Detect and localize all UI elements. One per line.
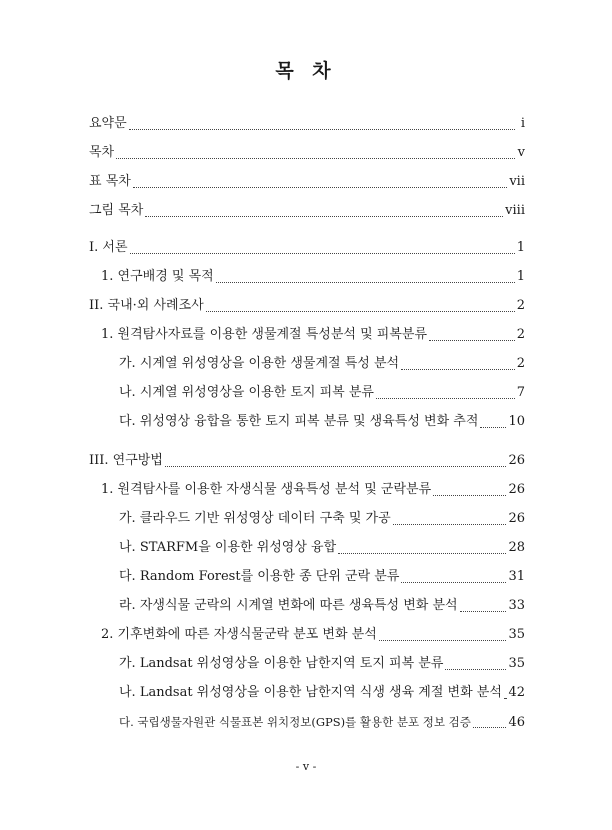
toc-entry-page: 1	[516, 240, 525, 255]
toc-entry-page: 33	[508, 598, 525, 613]
toc-entry-label: 나. Landsat 위성영상을 이용한 남한지역 식생 생육 계절 변화 분석	[119, 685, 502, 700]
leader-dots	[433, 485, 506, 496]
toc-entry-section[interactable]	[89, 327, 525, 343]
toc-entry-label: 1. 원격탐사를 이용한 자생식물 생육특성 분석 및 군락분류	[101, 482, 432, 497]
toc-entry-subsection[interactable]	[89, 656, 525, 672]
toc-front-matter	[89, 116, 525, 219]
toc-entry-label: 나. STARFM을 이용한 위성영상 융합	[119, 540, 337, 555]
toc-entry-label: 가. 시계열 위성영상을 이용한 생물계절 특성 분석	[119, 356, 400, 371]
toc-entry-summary[interactable]	[89, 116, 525, 132]
toc-entry-label: 다. 국립생물자원관 식물표본 위치정보(GPS)를 활용한 분포 정보 검증	[119, 715, 471, 729]
toc-entry-label: 목차	[89, 145, 115, 160]
leader-dots	[145, 206, 503, 217]
toc-entry-page: 31	[508, 569, 525, 584]
toc-entry-section[interactable]	[89, 269, 525, 285]
leader-dots	[393, 514, 507, 525]
leader-dots	[473, 717, 507, 728]
leader-dots	[460, 601, 507, 612]
leader-dots	[165, 456, 507, 467]
toc-entry-page: 26	[508, 511, 525, 526]
toc-entry-page: 35	[508, 656, 525, 671]
toc-entry-page: v	[517, 145, 525, 160]
leader-dots	[429, 330, 515, 341]
toc-entry-page: 2	[516, 356, 525, 371]
toc-entry-subsection[interactable]	[89, 714, 525, 730]
toc-entry-label: 가. Landsat 위성영상을 이용한 남한지역 토지 피복 분류	[119, 656, 444, 671]
toc-entry-subsection[interactable]	[89, 385, 525, 401]
toc-entry-page: 1	[516, 269, 525, 284]
toc-entry-label: 1. 연구배경 및 목적	[101, 269, 214, 284]
toc-section-3	[89, 453, 525, 730]
toc-entry-page: 42	[508, 685, 525, 700]
toc-entry-label: 라. 자생식물 군락의 시계열 변화에 따른 생육특성 변화 분석	[119, 598, 458, 613]
leader-dots	[129, 119, 515, 130]
toc-entry-chapter[interactable]	[89, 298, 525, 314]
toc-entry-contents[interactable]	[89, 145, 525, 161]
toc-entry-label: III. 연구방법	[89, 453, 163, 468]
leader-dots	[504, 688, 507, 699]
leader-dots	[401, 359, 515, 370]
toc-entry-page: 28	[508, 540, 525, 555]
toc-entry-page: 2	[516, 298, 525, 313]
leader-dots	[379, 630, 507, 641]
leader-dots	[116, 148, 515, 159]
toc-entry-label: 가. 클라우드 기반 위성영상 데이터 구축 및 가공	[119, 511, 391, 526]
toc-entry-label: 그림 목차	[89, 203, 144, 218]
toc-entry-page: 26	[508, 453, 525, 468]
leader-dots	[216, 272, 515, 283]
toc-entry-subsection[interactable]	[89, 414, 525, 430]
toc-entry-label: 1. 원격탐사자료를 이용한 생물계절 특성분석 및 피복분류	[101, 327, 428, 342]
toc-entry-page: 35	[508, 627, 525, 642]
toc-entry-page: 10	[508, 414, 525, 429]
toc-entry-page: 7	[516, 385, 525, 400]
leader-dots	[401, 572, 506, 583]
toc-entry-page: 26	[508, 482, 525, 497]
toc-entry-subsection[interactable]	[89, 569, 525, 585]
leader-dots	[376, 388, 515, 399]
toc-entry-label: 나. 시계열 위성영상을 이용한 토지 피복 분류	[119, 385, 374, 400]
toc-entry-page: 46	[508, 715, 525, 730]
leader-dots	[480, 417, 506, 428]
toc-entry-subsection[interactable]	[89, 540, 525, 556]
page-title: 목 차	[275, 60, 337, 82]
toc-entry-page: 2	[516, 327, 525, 342]
toc-entry-subsection[interactable]	[89, 685, 525, 701]
toc-entry-subsection[interactable]	[89, 598, 525, 614]
leader-dots	[133, 177, 508, 188]
toc-entry-label: 요약문	[89, 116, 127, 131]
toc-entry-section[interactable]	[89, 482, 525, 498]
page-number-footer: - v -	[295, 760, 317, 773]
toc-entry-page: i	[520, 116, 525, 131]
toc-entry-chapter[interactable]	[89, 453, 525, 469]
leader-dots	[206, 301, 515, 312]
toc-entry-section[interactable]	[89, 627, 525, 643]
toc-entry-label: II. 국내·외 사례조사	[89, 298, 204, 313]
toc-entry-table-list[interactable]	[89, 174, 525, 190]
toc-entry-label: I. 서론	[89, 240, 128, 255]
toc-section-1-2	[89, 240, 525, 430]
toc-entry-page: viii	[505, 203, 525, 218]
toc-entry-subsection[interactable]	[89, 356, 525, 372]
toc-entry-chapter[interactable]	[89, 240, 525, 256]
toc-entry-label: 2. 기후변화에 따른 자생식물군락 분포 변화 분석	[101, 627, 377, 642]
leader-dots	[445, 659, 506, 670]
leader-dots	[130, 243, 515, 254]
toc-entry-label: 표 목차	[89, 174, 131, 189]
toc-entry-label: 다. 위성영상 융합을 통한 토지 피복 분류 및 생육특성 변화 추적	[119, 414, 479, 429]
toc-entry-page: vii	[509, 174, 525, 189]
toc-entry-figure-list[interactable]	[89, 203, 525, 219]
toc-entry-subsection[interactable]	[89, 511, 525, 527]
toc-entry-label: 다. Random Forest를 이용한 종 단위 군락 분류	[119, 569, 400, 584]
leader-dots	[338, 543, 506, 554]
